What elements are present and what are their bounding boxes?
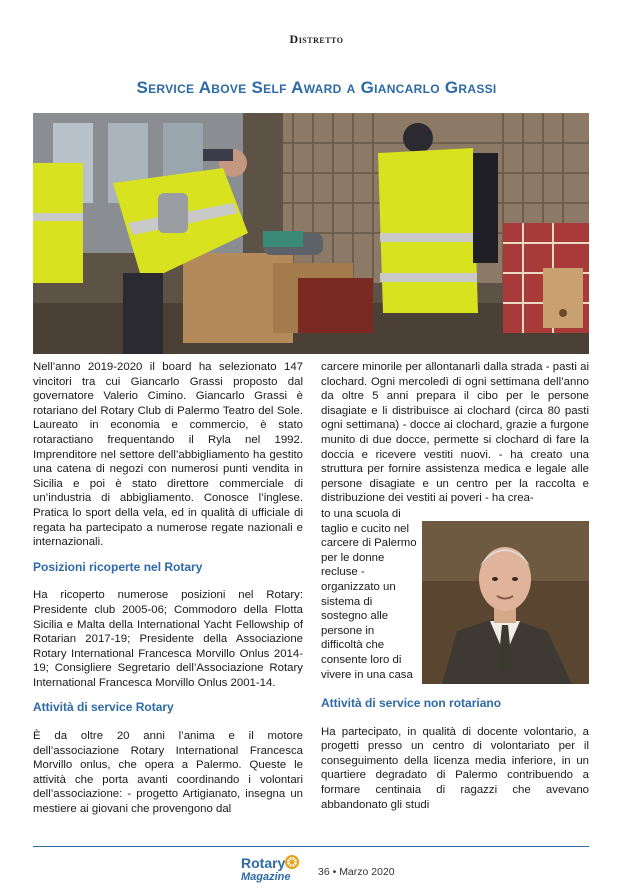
non-rotary-paragraph: Ha partecipato, in qualità di docente volontario, a progetti presso un centro di volontariato per il conseguimento della licenza media inferiore, in un quartiere degradato di Palermo contribuendo a formare centinaia di ragazzi che avevano abbandonato gli studi <box>321 725 589 811</box>
logo-magazine-text: Magazine <box>241 871 291 883</box>
rotary-magazine-logo <box>231 853 306 887</box>
right-column-lower <box>321 686 589 812</box>
right-column <box>321 360 589 506</box>
service-paragraph: È da oltre 20 anni l’anima e il motore dell’associazione Rotary International Francesca Morvillo onlus, che opera a Palermo. Queste le attività che porta avanti coordinando i volontari dell’associazione: - progetto Artigianato, insegna un mestiere ai giovani che provengono dal <box>33 730 303 816</box>
portrait-photo <box>422 521 589 684</box>
section-label: Distretto <box>289 32 344 46</box>
continued-paragraph: carcere minorile per allontanarli dalla strada - pasti ai clochard. Ogni mercoledì di ogni settimana dell’anno da oltre 5 anni prepara il cibo per le persone disagiate e li distribuisce ai clochard (circa 80 pasti ogni settimana) - docce ai clochard, grazie a furgone munito di due docce, permette si clochard di fare la doccia e ricevere vestiti nuovi. - ha creato una struttura per fornire assistenza medica e legale alle persone disagiate e un centro per la raccolta e distribuzione dei vestiti ai poveri - ha crea- <box>321 361 589 505</box>
logo-rotary-text: Rotary <box>241 855 286 871</box>
wrap-paragraph: to una scuola di taglio e cucito nel carcere di Palermo per le donne recluse - organizzato un sistema di sostegno alle persone in difficoltà che consente loro di vivere in una casa <box>321 508 417 681</box>
volunteers-photo <box>33 113 589 354</box>
positions-paragraph: Ha ricoperto numerose posizioni nel Rotary: Presidente club 2005-06; Commodoro della Flotta Sicilia e Malta della International Yacht Fellowship of Rotarian 2017-19; Presidente della Associazione Rotary International Francesca Morvillo Onlus 2014-19; Consigliere Segretario dell’Associazione Rotary International Francesca Morvillo Onlus 2001-14. <box>33 589 303 689</box>
left-column <box>33 360 303 817</box>
page-number: 36 • Marzo 2020 <box>318 866 395 878</box>
heading-positions: Posizioni ricoperte nel Rotary <box>33 559 203 574</box>
article-title: Service Above Self Award a Giancarlo Grassi <box>136 78 497 97</box>
heading-service: Attività di service Rotary <box>33 700 174 715</box>
footer-divider <box>33 846 589 847</box>
intro-paragraph: Nell’anno 2019-2020 il board ha selezionato 147 vincitori tra cui Giancarlo Grassi proposto dal governatore Valerio Cimino. Giancarlo Grassi è rotariano del Rotary Club di Palermo Teatro del Sole. Laureato in economia e commercio, è stato rotaractiano frequentando il Ryla nel 1992. Imprenditore nel settore dell’abbigliamento ha gestito una catena di negozi con numerosi punti vendita in Sicilia e poi è stato direttore commerciale di un’industria di abbigliamento. Conosce l’inglese. Pratica lo sport della vela, ed in qualità di ufficiale di regata ha partecipato a numerose regate nazionali e internazionali. <box>33 361 303 549</box>
heading-non-rotary: Attività di service non rotariano <box>321 696 502 710</box>
rotary-wheel-icon <box>285 855 299 869</box>
